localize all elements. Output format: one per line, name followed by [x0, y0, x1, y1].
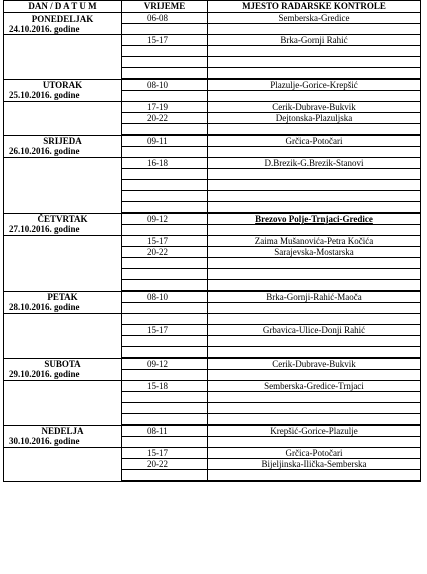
day-name: ČETVRTAK	[37, 214, 88, 225]
day-name: PONEDELJAK	[31, 13, 94, 24]
day-cell	[4, 358, 122, 381]
location-cell	[208, 225, 421, 236]
location-cell	[208, 258, 421, 269]
location-cell	[208, 336, 421, 347]
location-cell: Brka-Gornji Rahić	[208, 35, 421, 46]
schedule-row	[4, 13, 421, 24]
schedule-row	[4, 425, 421, 437]
header-location: MJESTO RADARSKE KONTROLE	[208, 1, 421, 13]
day-name: PETAK	[47, 292, 78, 303]
location-cell	[208, 437, 421, 448]
location-cell	[208, 46, 421, 57]
time-cell	[122, 269, 208, 280]
time-cell: 09-12	[122, 358, 208, 370]
time-cell	[122, 124, 208, 136]
time-cell	[122, 169, 208, 180]
time-cell: 15-17	[122, 448, 208, 459]
day-date: 26.10.2016. godine	[9, 146, 80, 157]
time-cell: 15-18	[122, 381, 208, 392]
schedule-row	[4, 358, 421, 370]
time-cell	[122, 46, 208, 57]
day-cell	[4, 425, 122, 448]
time-cell: 09-12	[122, 213, 208, 225]
location-cell	[208, 24, 421, 35]
time-cell: 20-22	[122, 459, 208, 470]
time-cell	[122, 392, 208, 403]
day-blank-cell	[4, 35, 122, 80]
location-cell: D.Brezik-G.Brezik-Stanovi	[208, 158, 421, 169]
location-cell	[208, 269, 421, 280]
time-cell: 08-10	[122, 79, 208, 91]
time-cell	[122, 225, 208, 236]
time-cell	[122, 470, 208, 482]
location-cell	[208, 91, 421, 102]
day-cell	[4, 13, 122, 35]
schedule-row	[4, 448, 421, 459]
schedule-row	[4, 381, 421, 392]
time-cell: 06-08	[122, 13, 208, 24]
location-cell: Bijeljinska-Ilička-Semberska	[208, 459, 421, 470]
day-blank-cell	[4, 448, 122, 482]
time-cell	[122, 437, 208, 448]
time-cell	[122, 314, 208, 325]
schedule-row	[4, 35, 421, 46]
location-cell	[208, 202, 421, 214]
time-cell	[122, 347, 208, 359]
location-cell	[208, 414, 421, 426]
day-blank-cell	[4, 158, 122, 214]
time-cell: 17-19	[122, 102, 208, 113]
time-cell: 20-22	[122, 247, 208, 258]
day-cell	[4, 79, 122, 102]
schedule-row	[4, 236, 421, 247]
time-cell	[122, 403, 208, 414]
time-cell: 15-17	[122, 236, 208, 247]
day-cell	[4, 135, 122, 158]
location-cell	[208, 403, 421, 414]
time-cell	[122, 191, 208, 202]
schedule-row	[4, 213, 421, 225]
day-blank-cell	[4, 102, 122, 136]
location-cell	[208, 180, 421, 191]
day-date: 25.10.2016. godine	[9, 90, 80, 101]
location-cell	[208, 392, 421, 403]
day-blank-cell	[4, 381, 122, 426]
location-cell: Dejtonska-Plazuljska	[208, 113, 421, 124]
location-cell	[208, 147, 421, 158]
location-cell: Semberska-Gredice-Trnjaci	[208, 381, 421, 392]
day-date: 28.10.2016. godine	[9, 302, 80, 313]
time-cell: 15-17	[122, 35, 208, 46]
location-cell: Krepšić-Gorice-Plazulje	[208, 425, 421, 437]
schedule-body	[4, 13, 421, 482]
location-cell	[208, 280, 421, 292]
time-cell: 15-17	[122, 325, 208, 336]
location-cell	[208, 470, 421, 482]
time-cell	[122, 414, 208, 426]
schedule-row	[4, 158, 421, 169]
time-cell	[122, 202, 208, 214]
day-cell	[4, 291, 122, 314]
schedule-row	[4, 314, 421, 325]
schedule-row	[4, 135, 421, 147]
header-time: VRIJEME	[122, 1, 208, 13]
time-cell	[122, 24, 208, 35]
location-cell: Zaima Mušanovića-Petra Kočića	[208, 236, 421, 247]
location-cell: Plazulje-Gorice-Krepšić	[208, 79, 421, 91]
time-cell	[122, 258, 208, 269]
day-blank-cell	[4, 314, 122, 359]
day-name: UTORAK	[42, 80, 83, 91]
header-day: DAN / D A T U M	[4, 1, 122, 13]
location-cell	[208, 124, 421, 136]
radar-schedule-table	[3, 0, 421, 482]
day-date: 30.10.2016. godine	[9, 436, 80, 447]
location-cell	[208, 68, 421, 80]
location-cell	[208, 370, 421, 381]
location-cell: Cerik-Dubrave-Bukvik	[208, 102, 421, 113]
day-date: 29.10.2016. godine	[9, 369, 80, 380]
location-cell: Brezovo Polje-Trnjaci-Gredice	[208, 213, 421, 225]
location-cell	[208, 303, 421, 314]
time-cell	[122, 57, 208, 68]
time-cell: 16-18	[122, 158, 208, 169]
header-row	[4, 1, 421, 13]
day-blank-cell	[4, 236, 122, 292]
schedule-row	[4, 291, 421, 303]
location-cell: Sarajevska-Mostarska	[208, 247, 421, 258]
location-cell	[208, 191, 421, 202]
time-cell: 20-22	[122, 113, 208, 124]
location-cell: Brka-Gornji-Rahić-Maoča	[208, 291, 421, 303]
time-cell	[122, 68, 208, 80]
schedule-row	[4, 79, 421, 91]
time-cell	[122, 303, 208, 314]
location-cell: Grčica-Potočari	[208, 135, 421, 147]
location-cell	[208, 57, 421, 68]
time-cell	[122, 370, 208, 381]
day-cell	[4, 213, 122, 236]
time-cell	[122, 147, 208, 158]
location-cell	[208, 347, 421, 359]
location-cell: Grčica-Potočari	[208, 448, 421, 459]
time-cell: 08-10	[122, 291, 208, 303]
time-cell	[122, 180, 208, 191]
location-cell: Cerik-Dubrave-Bukvik	[208, 358, 421, 370]
location-cell: Grbavica-Ulice-Donji Rahić	[208, 325, 421, 336]
schedule-row	[4, 102, 421, 113]
time-cell: 08-11	[122, 425, 208, 437]
location-cell: Semberska-Gredice	[208, 13, 421, 24]
location-cell	[208, 169, 421, 180]
time-cell	[122, 91, 208, 102]
time-cell	[122, 336, 208, 347]
day-date: 27.10.2016. godine	[9, 224, 80, 235]
day-name: SRIJEDA	[43, 136, 82, 147]
day-date: 24.10.2016. godine	[9, 23, 80, 34]
time-cell	[122, 280, 208, 292]
time-cell: 09-11	[122, 135, 208, 147]
day-name: NEDELJA	[41, 426, 84, 437]
day-name: SUBOTA	[44, 359, 81, 370]
location-cell	[208, 314, 421, 325]
